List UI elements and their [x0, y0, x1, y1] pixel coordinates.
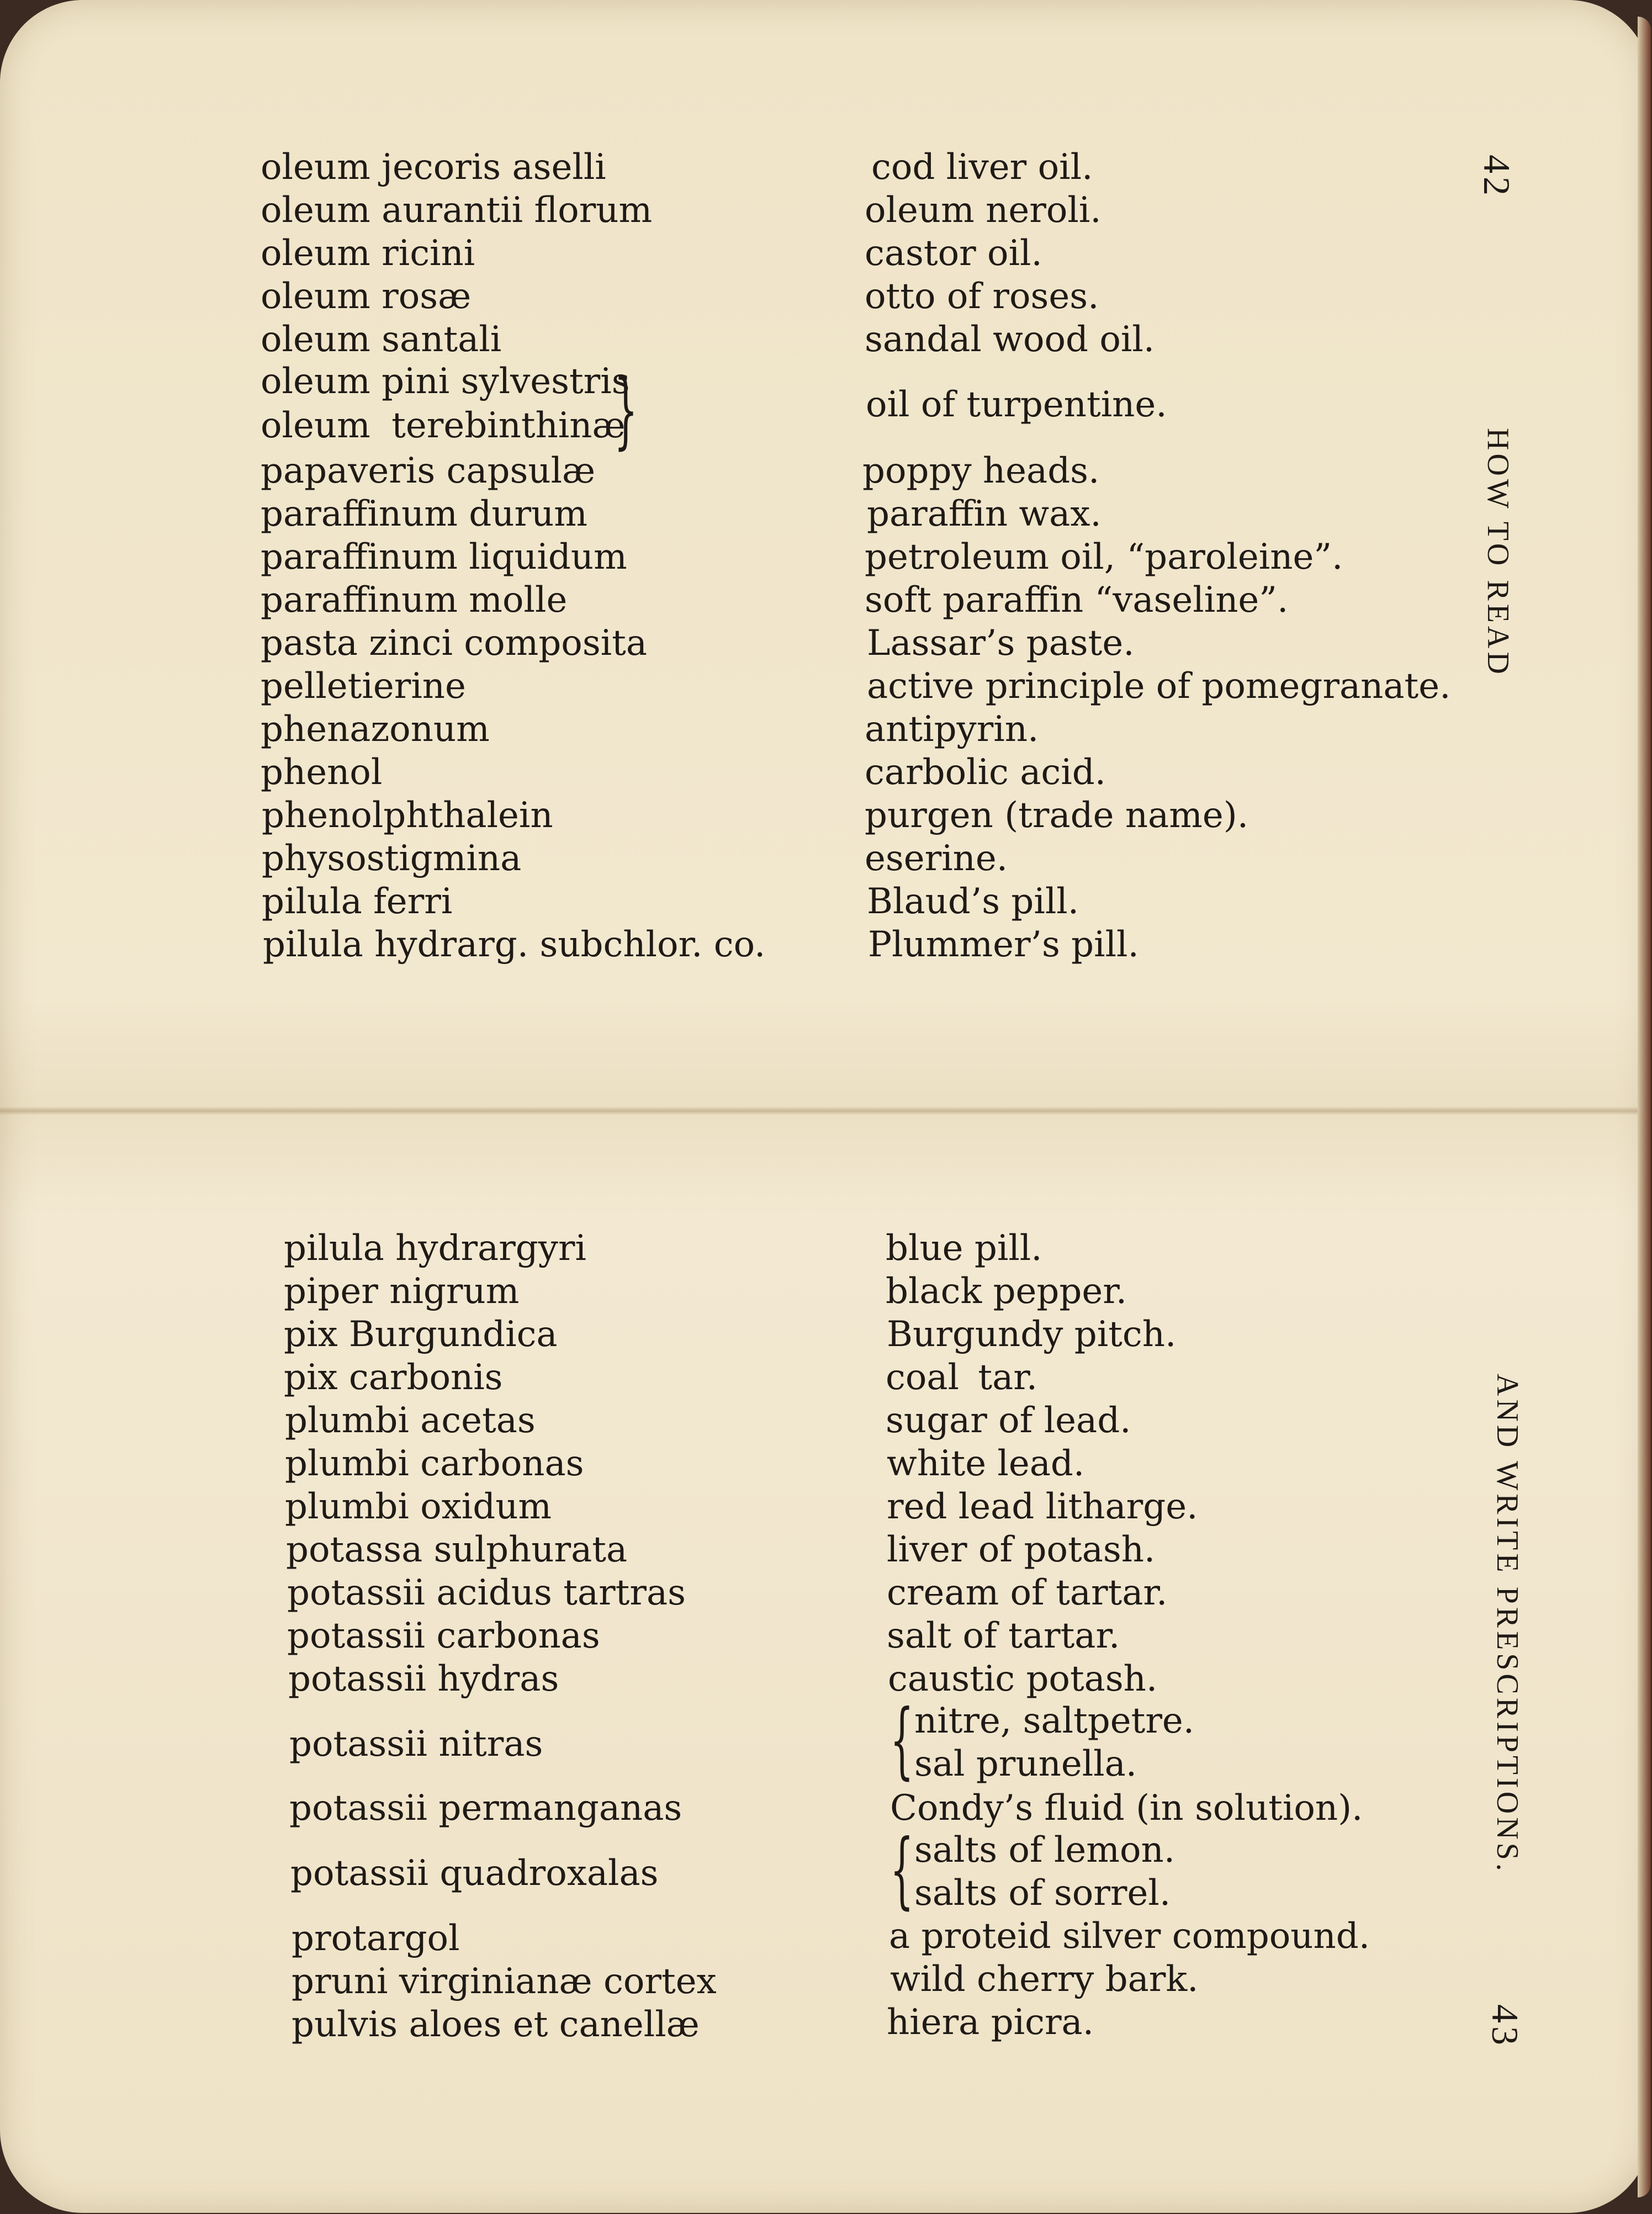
english-name: liver of potash. [887, 1529, 1156, 1570]
english-name: black pepper. [886, 1271, 1127, 1312]
english-name: red lead litharge. [887, 1486, 1198, 1527]
latin-name: potassii carbonas [287, 1616, 600, 1656]
page-number-lower: 43 [1484, 2004, 1526, 2048]
latin-name: oleum rosæ [261, 276, 472, 317]
english-name: salts of sorrel. [914, 1873, 1171, 1914]
latin-name: potassii quadroxalas [290, 1853, 659, 1894]
latin-name: plumbi acetas [285, 1400, 536, 1441]
latin-name: papaveris capsulæ [261, 451, 596, 491]
english-name: wild cherry bark. [890, 1959, 1199, 2000]
english-name: castor oil. [865, 233, 1042, 274]
latin-name: plumbi carbonas [285, 1443, 584, 1484]
english-name: coal tar. [886, 1357, 1038, 1398]
english-name: salt of tartar. [887, 1616, 1120, 1656]
latin-name: pix carbonis [284, 1357, 503, 1398]
latin-name: potassii nitras [289, 1724, 543, 1765]
latin-name: piper nigrum [284, 1271, 520, 1312]
english-name: cream of tartar. [887, 1572, 1168, 1613]
english-name: a proteid silver compound. [889, 1916, 1370, 1957]
latin-name: oleum pini sylvestris [261, 361, 630, 402]
english-name: paraffin wax. [867, 494, 1102, 534]
latin-name: phenol [261, 752, 383, 793]
page-number-upper: 42 [1476, 155, 1518, 199]
latin-name: paraffinum liquidum [261, 537, 627, 578]
english-name: salts of lemon. [914, 1830, 1176, 1871]
english-name: nitre, saltpetre. [914, 1701, 1195, 1741]
latin-name: phenolphthalein [262, 795, 553, 836]
english-name: cod liver oil. [871, 147, 1093, 188]
english-name: Condy’s fluid (in solution). [890, 1788, 1363, 1829]
latin-name: phenazonum [261, 709, 490, 750]
latin-name: pelletierine [261, 666, 466, 707]
english-name: carbolic acid. [865, 752, 1106, 793]
english-name: Burgundy pitch. [887, 1314, 1177, 1355]
english-name: antipyrin. [865, 709, 1039, 750]
latin-name: oleum terebinthinæ [261, 405, 626, 446]
brace-right-turpentine: } [614, 362, 638, 458]
latin-name: plumbi oxidum [285, 1486, 552, 1527]
english-name: petroleum oil, “paroleine”. [865, 537, 1343, 578]
english-name: poppy heads. [862, 451, 1100, 491]
english-name: Blaud’s pill. [867, 881, 1079, 922]
latin-name: potassii acidus tartras [287, 1572, 686, 1613]
english-name: eserine. [865, 838, 1008, 879]
latin-name: paraffinum durum [261, 494, 587, 534]
latin-name: potassa sulphurata [286, 1529, 628, 1570]
latin-name: paraffinum molle [261, 580, 568, 621]
latin-name: physostigmina [262, 838, 522, 879]
latin-name: pulvis aloes et canellæ [292, 2004, 700, 2045]
english-name: Plummer’s pill. [868, 924, 1139, 965]
page-fold [0, 1107, 1648, 1115]
english-name: purgen (trade name). [865, 795, 1249, 836]
latin-name: oleum santali [261, 319, 502, 360]
english-name: Lassar’s paste. [867, 623, 1135, 664]
brace-left-nitras: { [890, 1692, 914, 1788]
latin-name: potassii hydras [288, 1659, 559, 1699]
english-name: otto of roses. [865, 276, 1099, 317]
latin-name: protargol [292, 1918, 460, 1959]
latin-name: pilula hydrarg. subchlor. co. [263, 924, 766, 965]
latin-name: pilula ferri [262, 881, 453, 922]
latin-name: pruni virginianæ cortex [292, 1961, 717, 2002]
english-name: sandal wood oil. [865, 319, 1155, 360]
english-name: caustic potash. [888, 1659, 1158, 1699]
english-name: oil of turpentine. [866, 384, 1167, 425]
book-edge [1638, 17, 1651, 2197]
english-name: oleum neroli. [865, 190, 1102, 231]
english-name: active principle of pomegranate. [867, 666, 1451, 707]
latin-name: oleum aurantii florum [261, 190, 653, 231]
running-title-upper: HOW TO READ [1481, 428, 1515, 677]
latin-name: pix Burgundica [284, 1314, 558, 1355]
latin-name: oleum jecoris aselli [261, 147, 606, 188]
english-name: blue pill. [886, 1228, 1042, 1269]
latin-name: potassii permanganas [289, 1788, 682, 1829]
latin-name: pasta zinci composita [261, 623, 647, 664]
english-name: hiera picra. [887, 2002, 1094, 2043]
english-name: sugar of lead. [886, 1400, 1131, 1441]
latin-name: pilula hydrargyri [284, 1228, 586, 1269]
latin-name: oleum ricini [261, 233, 475, 274]
english-name: white lead. [887, 1443, 1085, 1484]
brace-left-quadroxalas: { [890, 1822, 914, 1918]
running-title-lower: AND WRITE PRESCRIPTIONS. [1490, 1374, 1524, 1874]
english-name: sal prunella. [914, 1744, 1137, 1784]
english-name: soft paraffin “vaseline”. [865, 580, 1289, 621]
